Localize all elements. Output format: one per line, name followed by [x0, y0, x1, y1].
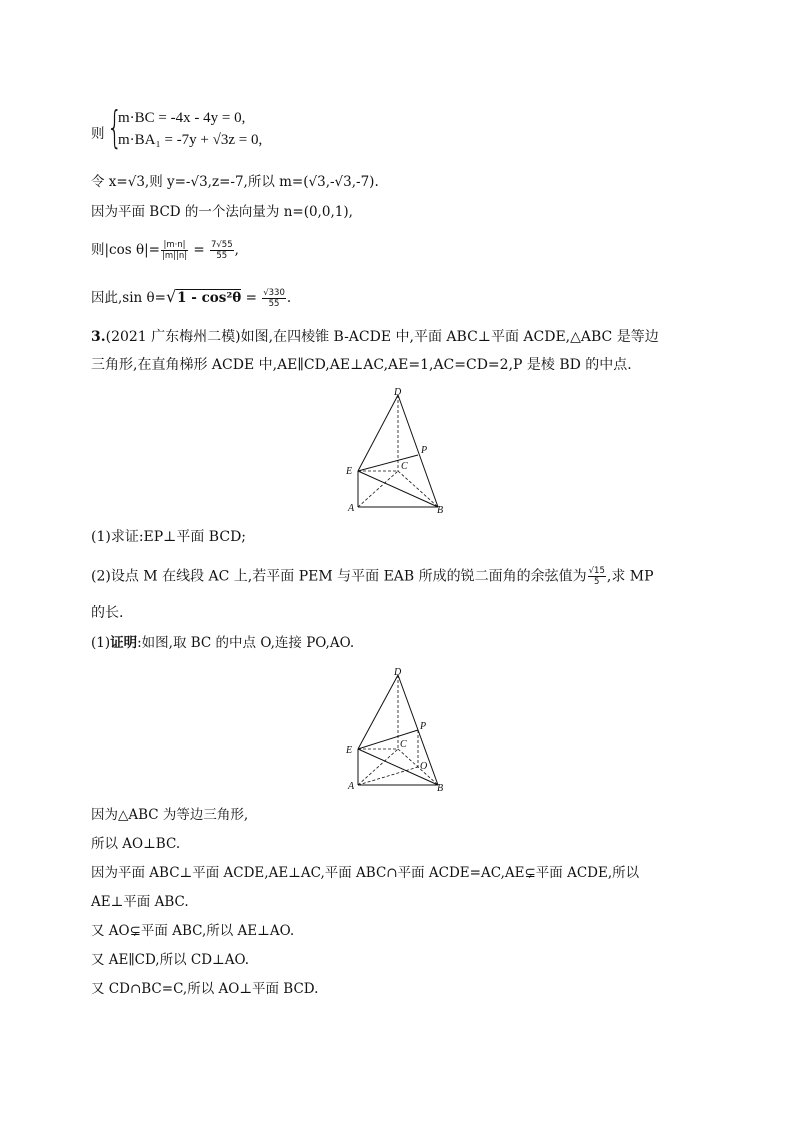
sin-value-den: 55 — [268, 299, 280, 309]
pyramid-figure-2 — [340, 665, 455, 795]
sin-line: 因此,sin θ=√1 - cos²θ = $\frac{√330}{55}$ . — [91, 287, 292, 309]
question-2-prefix: (2)设点 M 在线段 AC 上,若平面 PEM 与平面 EAB 所成的锐二面角的余弦值为 — [91, 568, 587, 585]
edge-AC — [358, 471, 398, 507]
label-B: B — [437, 505, 444, 515]
edge-DB — [398, 395, 438, 507]
cos-value-num: 7√55 — [210, 240, 233, 250]
question-2-fraction-den: 5 — [594, 577, 600, 587]
edge-EP — [358, 455, 418, 471]
label-E: E — [346, 466, 353, 477]
label-A: A — [348, 503, 355, 514]
proof-line-7: 又 CD∩BC=C,所以 AO⊥平面 BCD. — [91, 981, 319, 997]
question-2-fraction-num: √15 — [588, 566, 605, 576]
equation-system — [91, 102, 391, 156]
label-P: P — [420, 721, 427, 732]
label-E: E — [346, 745, 353, 756]
question-2-line-1 — [91, 566, 654, 587]
proof-line-3: 因为平面 ABC⊥平面 ACDE,AE⊥AC,平面 ABC∩平面 ACDE=AC,AE⊊平面 ACDE,所以 — [91, 865, 640, 881]
question-2-fraction — [588, 566, 606, 587]
cos-fraction-num: |m·n| — [161, 240, 188, 251]
proof-intro-text: :如图,取 BC 的中点 O,连接 PO,AO. — [137, 635, 355, 651]
let-line: 令 x=√3,则 y=-√3,z=-7,所以 m=(√3,-√3,-7). — [91, 174, 379, 190]
sin-root: 1 - cos²θ — [177, 290, 242, 306]
sin-suffix: . — [286, 290, 292, 306]
proof-line-2: 所以 AO⊥BC. — [91, 836, 181, 852]
problem-3-line-1 — [91, 328, 659, 346]
proof-line-4: AE⊥平面 ABC. — [91, 894, 189, 910]
proof-intro-prefix: (1) — [91, 635, 111, 651]
proof-label: 证明 — [110, 635, 138, 651]
cos-fraction-den: |m||n| — [161, 251, 188, 261]
label-C: C — [400, 739, 407, 750]
sin-value-num: √330 — [263, 288, 285, 298]
question-2-line-2: 的长. — [91, 605, 124, 621]
edge-AC — [358, 749, 398, 785]
label-P: P — [421, 445, 428, 456]
cos-suffix: , — [234, 242, 239, 258]
equation-1: m·BC = -4x - 4y = 0, — [118, 110, 246, 126]
left-brace: { — [107, 102, 123, 153]
system-prefix: 则 — [91, 126, 105, 142]
cos-fraction — [161, 240, 188, 261]
sin-prefix: 因此,sin θ= — [91, 290, 166, 306]
cos-prefix: 则|cos θ|= — [91, 242, 160, 258]
cos-value — [210, 240, 234, 261]
proof-intro — [91, 634, 354, 652]
problem-3-line-2: 三角形,在直角梯形 ACDE 中,AE∥CD,AE⊥AC,AE=1,AC=CD=2,P 是棱 BD 的中点. — [91, 357, 632, 373]
label-A: A — [348, 781, 355, 792]
normal-vector-line: 因为平面 BCD 的一个法向量为 n=(0,0,1), — [91, 204, 353, 220]
label-D: D — [394, 667, 402, 678]
problem-number: 3. — [91, 329, 106, 345]
cos-equals: = — [193, 242, 205, 258]
proof-line-1: 因为△ABC 为等边三角形, — [91, 807, 249, 823]
sin-equals: = — [245, 290, 257, 306]
proof-line-6: 又 AE∥CD,所以 CD⊥AO. — [91, 952, 250, 968]
equation-2: m·BA₁ = -7y + √3z = 0, — [118, 132, 263, 148]
label-O: O — [420, 761, 428, 772]
proof-line-5: 又 AO⊊平面 ABC,所以 AE⊥AO. — [91, 923, 295, 939]
problem-3-text-1: (2021 广东梅州二模)如图,在四棱锥 B-ACDE 中,平面 ABC⊥平面 ACDE,△ABC 是等边 — [105, 329, 659, 345]
cos-value-den: 55 — [216, 251, 228, 261]
edge-EB — [358, 471, 438, 507]
label-B: B — [437, 783, 444, 794]
question-1: (1)求证:EP⊥平面 BCD; — [91, 529, 247, 545]
pyramid-figure-1 — [340, 385, 455, 515]
cos-line — [91, 240, 239, 261]
label-C: C — [401, 461, 408, 472]
question-2-suffix: ,求 MP — [606, 568, 654, 585]
label-D: D — [394, 387, 402, 398]
edge-ED — [358, 395, 398, 471]
edge-AO — [358, 767, 418, 785]
sin-value — [262, 288, 286, 309]
